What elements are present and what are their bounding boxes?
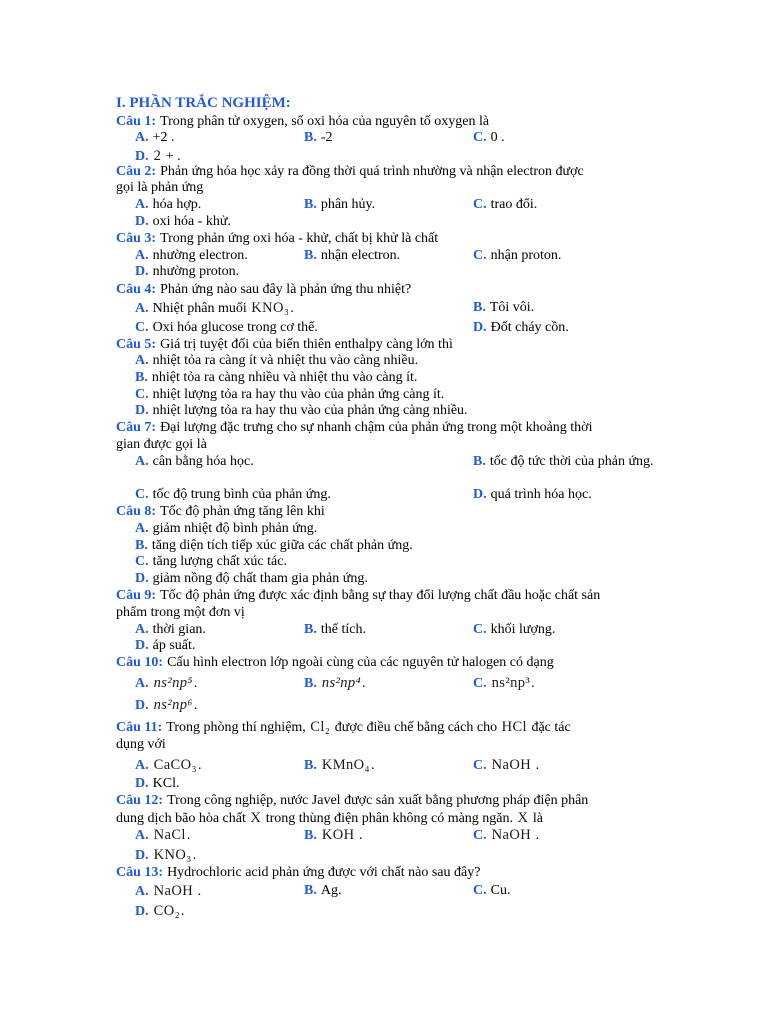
option-text: 0 . — [490, 130, 505, 145]
option-letter: A. — [135, 197, 149, 212]
chemical-formula: CO₂ — [153, 903, 181, 919]
question-stem-text: Trong phân tử oxygen, số oxi hóa của nguyên tố oxygen là — [160, 114, 490, 129]
question-stem-text: gian được gọi là — [116, 437, 207, 452]
option-text: . — [532, 758, 540, 773]
option-text: tăng lượng chất xúc tác. — [152, 554, 287, 569]
answer-option — [135, 846, 196, 865]
option-letter: D. — [135, 776, 149, 791]
chemical-formula: X — [517, 810, 529, 826]
option-letter: C. — [473, 622, 487, 637]
option-text: . — [193, 698, 198, 713]
option-letter: B. — [304, 130, 317, 145]
answer-option — [135, 674, 197, 693]
chemical-formula: NaOH — [491, 827, 532, 843]
option-text: . — [193, 676, 198, 691]
option-text: . — [194, 884, 202, 899]
option-text: áp suất. — [152, 638, 196, 653]
question-stem-line — [116, 281, 411, 299]
question-label: Câu 7: — [116, 420, 157, 435]
answer-option — [473, 674, 535, 693]
answer-option — [135, 263, 239, 281]
question-label: Câu 3: — [116, 231, 157, 246]
chemical-formula: ns²np⁵ — [153, 675, 193, 691]
option-letter: C. — [473, 248, 487, 263]
chemical-formula: ns²np³ — [491, 675, 531, 691]
option-letter: A. — [135, 521, 149, 536]
answer-option — [135, 637, 195, 655]
question-label: Câu 4: — [116, 282, 157, 297]
question-stem-line — [116, 718, 571, 737]
option-letter: B. — [304, 622, 317, 637]
chemical-formula: KNO₃ — [251, 300, 290, 316]
option-text: Oxi hóa glucose trong cơ thể. — [152, 320, 318, 335]
question-stem-text: được điều chế bằng cách cho — [331, 720, 501, 735]
answer-option — [135, 402, 468, 420]
question-stem-text: là — [529, 811, 544, 826]
chemical-formula: NaCl — [153, 827, 186, 843]
option-text: -2 — [320, 130, 333, 145]
answer-option — [135, 826, 190, 845]
question-stem-text: Trong phản ứng oxi hóa - khử, chất bị khử là chất — [160, 231, 439, 246]
option-text: nhận proton. — [490, 248, 562, 263]
question-stem-text: Cấu hình electron lớp ngoài cùng của các nguyên tử halogen có dạng — [167, 655, 554, 670]
option-letter: C. — [473, 130, 487, 145]
answer-option — [135, 696, 197, 715]
option-letter: A. — [135, 676, 149, 691]
answer-option — [304, 756, 375, 775]
answer-option — [473, 196, 537, 214]
question-stem-line — [116, 864, 480, 882]
option-text: Đốt cháy cồn. — [490, 320, 569, 335]
answer-option — [135, 196, 201, 214]
section-heading: I. PHẦN TRẮC NGHIỆM: — [116, 95, 291, 111]
option-letter: C. — [473, 197, 487, 212]
option-letter: A. — [135, 301, 149, 316]
option-text: phân hủy. — [320, 197, 376, 212]
answer-option — [304, 129, 333, 147]
option-letter: B. — [304, 197, 317, 212]
option-text: tăng diện tích tiếp xúc giữa các chất phản ứng. — [151, 538, 413, 553]
question-stem-text: Hydrochloric acid phản ứng được với chất nào sau đây? — [167, 865, 481, 880]
answer-option — [135, 520, 317, 538]
option-text: thể tích. — [320, 622, 366, 637]
chemical-formula: HCl — [501, 719, 527, 735]
option-letter: A. — [135, 884, 149, 899]
question-stem-line — [116, 419, 592, 437]
option-text: nhiệt lượng tỏa ra hay thu vào của phản ứng càng ít. — [152, 387, 445, 402]
option-text: tốc độ tức thời của phản ứng. — [489, 454, 654, 469]
question-stem-text: Tốc độ phản ứng tăng lên khi — [160, 504, 325, 519]
answer-option — [473, 247, 561, 265]
option-letter: D. — [135, 904, 149, 919]
question-stem-text: Tốc độ phản ứng được xác định bằng sự thay đổi lượng chất đầu hoặc chất sản — [160, 588, 601, 603]
chemical-formula: NaOH — [491, 757, 532, 773]
option-letter: D. — [135, 638, 149, 653]
question-stem-text: Phản ứng hóa học xảy ra đồng thời quá trình nhường và nhận electron được — [160, 164, 584, 179]
option-letter: B. — [135, 370, 148, 385]
option-letter: A. — [135, 248, 149, 263]
option-text: Ag. — [320, 883, 342, 898]
option-text: . — [181, 904, 185, 919]
option-text: . — [192, 848, 197, 863]
option-letter: D. — [135, 848, 149, 863]
option-letter: C. — [135, 554, 149, 569]
option-letter: D. — [135, 264, 149, 279]
question-stem-text: Giá trị tuyệt đối của biến thiên enthalpy càng lớn thì — [160, 337, 453, 352]
question-stem-line — [116, 179, 203, 197]
chemical-formula: KMnO₄ — [321, 757, 370, 773]
answer-option — [116, 454, 656, 470]
question-stem-text: trong thùng điện phân không có màng ngăn. — [262, 811, 517, 826]
answer-option — [135, 756, 201, 775]
chemical-formula: KNO₃ — [153, 847, 192, 863]
answer-option — [135, 570, 368, 588]
answer-option — [304, 674, 366, 693]
question-stem-text: Trong công nghiệp, nước Javel được sản xuất bằng phương pháp điện phân — [167, 793, 589, 808]
question-stem-line — [116, 230, 438, 248]
answer-option — [116, 300, 656, 316]
option-text: nhiệt lượng tỏa ra hay thu vào của phản ứng càng nhiều. — [152, 403, 468, 418]
option-text: nhường proton. — [152, 264, 240, 279]
chemical-formula: 2 — [153, 148, 162, 164]
answer-option — [304, 882, 341, 900]
option-letter: C. — [473, 828, 487, 843]
chemical-formula: KOH — [321, 827, 355, 843]
question-stem-text: phẩm trong một đơn vị — [116, 605, 245, 620]
question-stem-line — [116, 436, 207, 454]
option-letter: B. — [304, 676, 317, 691]
option-text: giảm nhiệt độ bình phản ứng. — [152, 521, 318, 536]
answer-option — [473, 826, 539, 845]
option-text: Tôi vôi. — [489, 300, 535, 315]
option-letter: B. — [473, 454, 486, 469]
question-stem-text: Phản ứng nào sau đây là phản ứng thu nhiệt? — [160, 282, 412, 297]
option-text: Cu. — [490, 883, 511, 898]
option-text: nhiệt tỏa ra càng ít và nhiệt thu vào càng nhiều. — [152, 353, 419, 368]
option-letter: D. — [473, 487, 487, 502]
answer-option — [135, 213, 231, 231]
answer-option — [304, 247, 400, 265]
option-text: . — [186, 828, 191, 843]
option-text: nhiệt tỏa ra càng nhiều và nhiệt thu vào càng ít. — [151, 370, 418, 385]
option-text: KCl. — [152, 776, 180, 791]
answer-option — [135, 352, 418, 370]
option-letter: D. — [473, 320, 487, 335]
question-stem-line — [116, 503, 325, 521]
question-label: Câu 5: — [116, 337, 157, 352]
option-text: cân bằng hóa học. — [152, 454, 254, 469]
option-letter: C. — [473, 883, 487, 898]
option-letter: D. — [135, 214, 149, 229]
answer-option — [473, 621, 555, 639]
option-text: khối lượng. — [490, 622, 556, 637]
question-stem-text: Đại lượng đặc trưng cho sự nhanh chậm của phản ứng trong một khoảng thời — [160, 420, 593, 435]
question-stem-text: Trong phòng thí nghiệm, — [166, 720, 310, 735]
answer-option — [135, 882, 201, 901]
question-stem-text: dụng với — [116, 737, 166, 752]
option-letter: B. — [135, 538, 148, 553]
answer-option — [304, 826, 362, 845]
question-label: Câu 12: — [116, 793, 164, 808]
option-letter: D. — [135, 571, 149, 586]
option-text: Nhiệt phân muối — [152, 301, 251, 316]
question-label: Câu 9: — [116, 588, 157, 603]
option-letter: A. — [135, 454, 149, 469]
option-text: nhường electron. — [152, 248, 248, 263]
answer-option — [135, 129, 175, 147]
question-stem-text: dung dịch bão hòa chất — [116, 811, 250, 826]
chemical-formula: CaCO₃ — [153, 757, 197, 773]
option-letter: B. — [304, 883, 317, 898]
option-text: + . — [162, 149, 181, 164]
option-text: quá trình hóa học. — [490, 487, 592, 502]
answer-option — [135, 775, 179, 793]
answer-option — [116, 320, 656, 336]
answer-option — [135, 369, 417, 387]
question-stem-line — [116, 587, 600, 605]
chemical-formula: ns²np⁴ — [321, 675, 362, 691]
option-letter: C. — [473, 758, 487, 773]
question-label: Câu 1: — [116, 114, 157, 129]
option-letter: A. — [135, 130, 149, 145]
option-letter: C. — [135, 387, 149, 402]
option-letter: B. — [304, 758, 317, 773]
option-letter: D. — [135, 149, 149, 164]
option-letter: D. — [135, 698, 149, 713]
option-letter: D. — [135, 403, 149, 418]
option-letter: C. — [135, 487, 149, 502]
chemical-formula: X — [250, 810, 262, 826]
question-stem-line — [116, 604, 245, 622]
answer-option — [304, 621, 366, 639]
option-letter: B. — [304, 828, 317, 843]
option-letter: C. — [473, 676, 487, 691]
option-text: hóa hợp. — [152, 197, 202, 212]
question-stem-line — [116, 654, 554, 672]
option-letter: C. — [135, 320, 149, 335]
option-letter: B. — [304, 248, 317, 263]
option-text: nhận electron. — [320, 248, 401, 263]
answer-option — [473, 129, 505, 147]
answer-option — [473, 756, 539, 775]
option-text: giảm nồng độ chất tham gia phản ứng. — [152, 571, 368, 586]
question-stem-text: đặc tác — [527, 720, 571, 735]
chemical-formula: Cl₂ — [310, 719, 331, 735]
question-label: Câu 13: — [116, 865, 164, 880]
answer-option — [135, 553, 287, 571]
question-label: Câu 10: — [116, 655, 164, 670]
option-text: . — [362, 676, 366, 691]
question-stem-line — [116, 736, 166, 754]
option-letter: A. — [135, 622, 149, 637]
option-text: . — [532, 828, 540, 843]
question-stem-line — [116, 792, 588, 810]
option-text: . — [290, 301, 294, 316]
question-label: Câu 2: — [116, 164, 157, 179]
answer-option — [473, 882, 510, 900]
question-stem-text: gọi là phản ứng — [116, 180, 204, 195]
option-text: tốc độ trung bình của phản ứng. — [152, 487, 331, 502]
option-letter: A. — [135, 758, 149, 773]
chemical-formula: NaOH — [153, 883, 194, 899]
chemical-formula: ns²np⁶ — [153, 697, 193, 713]
option-text: +2 . — [152, 130, 175, 145]
option-letter: A. — [135, 828, 149, 843]
option-text: . — [371, 758, 375, 773]
option-text: oxi hóa - khử. — [152, 214, 231, 229]
option-letter: B. — [473, 300, 486, 315]
answer-option — [135, 902, 185, 921]
question-label: Câu 8: — [116, 504, 157, 519]
option-text: . — [197, 758, 202, 773]
option-text: . — [355, 828, 363, 843]
option-text: thời gian. — [152, 622, 206, 637]
option-text: . — [531, 676, 535, 691]
answer-option — [304, 196, 375, 214]
option-letter: A. — [135, 353, 149, 368]
answer-option — [116, 487, 656, 503]
option-text: trao đổi. — [490, 197, 538, 212]
question-label: Câu 11: — [116, 720, 163, 735]
